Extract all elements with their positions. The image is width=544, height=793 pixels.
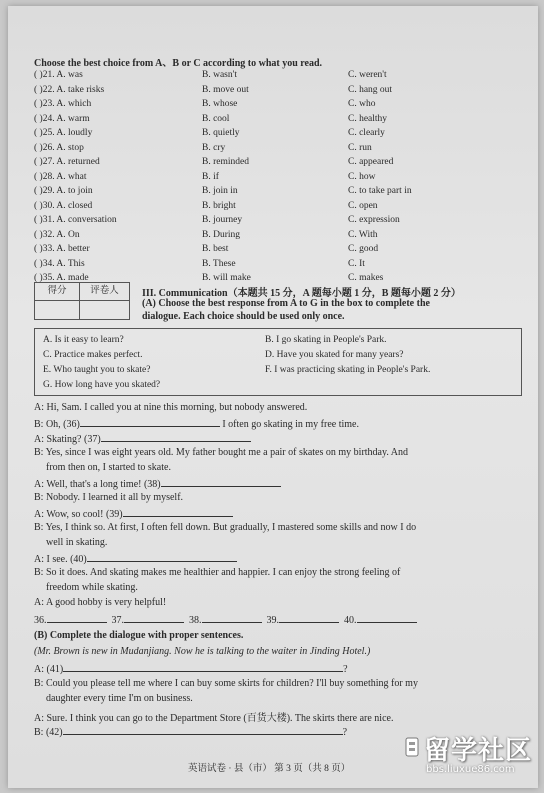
option-n[interactable]: ( )21. A. was: [34, 70, 83, 80]
answer-blank-41[interactable]: [63, 662, 343, 672]
option-b: B. join in: [202, 186, 238, 196]
choice-d: D. Have you skated for many years?: [265, 350, 404, 360]
option-b: B. cry: [202, 142, 226, 153]
choice-box: [34, 328, 522, 396]
dialogue-line: freedom while skating.: [46, 582, 138, 593]
dialogue-line: B: Yes, I think so. At first, I often fell down. But gradually, I mastered some skills and now I do: [34, 522, 417, 533]
part-b-title: (B) Complete the dialogue with proper sentences.: [34, 630, 244, 641]
choice-b: B. I go skating in People's Park.: [265, 335, 387, 345]
part-b-context: (Mr. Brown is new in Mudanjiang. Now he is talking to the waiter in Jinding Hotel.): [34, 646, 371, 657]
question-mark: ?: [342, 727, 348, 738]
answer-label-37: 37.: [111, 615, 124, 626]
dialogue-text: A: (41): [34, 664, 64, 675]
dialogue-line: [34, 432, 251, 445]
answer-blank-40[interactable]: [87, 552, 237, 562]
answer-blank-38[interactable]: [161, 477, 281, 487]
dialogue-line: daughter every time I'm on business.: [46, 693, 193, 704]
option-c: C. open: [348, 200, 378, 211]
option-b: B. if: [202, 171, 219, 182]
answer-field-37[interactable]: [124, 613, 184, 623]
option-n[interactable]: ( )24. A. warm: [34, 113, 90, 124]
part-a-instruction-1: (A) Choose the best response from A to G in the box to complete the: [142, 298, 430, 309]
dialogue-line: [34, 477, 281, 490]
option-b: B. bright: [202, 200, 236, 211]
option-n[interactable]: ( )35. A. made: [34, 273, 89, 283]
watermark-logo-icon: [404, 736, 420, 758]
cloze-instruction: Choose the best choice from A、B or C according to what you read.: [34, 58, 323, 69]
dialogue-speaker-text: B: Oh, (36): [34, 419, 80, 430]
answer-field-39[interactable]: [279, 613, 339, 623]
option-n[interactable]: ( )29. A. to join: [34, 186, 93, 196]
option-b: B. will make: [202, 273, 251, 283]
dialogue-line: B: Nobody. I learned it all by myself.: [34, 492, 184, 503]
dialogue-line: well in skating.: [46, 537, 108, 548]
option-c: C. to take part in: [348, 186, 412, 196]
dialogue-line: [34, 725, 347, 738]
score-box: [34, 282, 130, 320]
option-c: C. expression: [348, 215, 400, 225]
choice-e: E. Who taught you to skate?: [43, 365, 151, 375]
option-c: C. good: [348, 244, 379, 254]
dialogue-text: A: Wow, so cool! (39): [34, 509, 123, 520]
answer-field-36[interactable]: [47, 613, 107, 623]
answer-blank-39[interactable]: [123, 507, 233, 517]
option-b: B. quietly: [202, 128, 240, 138]
option-n[interactable]: ( )28. A. what: [34, 171, 87, 182]
part-a-instruction-2: dialogue. Each choice should be used only once.: [142, 311, 345, 322]
dialogue-text: A: I see. (40): [34, 554, 87, 565]
dialogue-text: A: Well, that's a long time! (38): [34, 479, 161, 490]
option-c: C. makes: [348, 273, 384, 283]
option-c: C. appeared: [348, 157, 394, 167]
option-c: C. how: [348, 171, 376, 182]
option-c: C. With: [348, 229, 378, 240]
section-title: III. Communication（本题共 15 分，A 题每小题 1 分，B 题每小题 2 分）: [142, 288, 461, 299]
dialogue-line: A: Sure. I think you can go to the Department Store (百货大楼). The skirts there are nice.: [34, 713, 394, 724]
option-b: B. reminded: [202, 157, 249, 167]
dialogue-text: B: (42): [34, 727, 63, 738]
answer-field-38[interactable]: [202, 613, 262, 623]
option-n[interactable]: ( )27. A. returned: [34, 157, 100, 167]
watermark-url: bbs.liuxue86.com: [426, 764, 515, 775]
answer-line: [34, 613, 417, 626]
option-b: B. journey: [202, 215, 243, 225]
choice-a: A. Is it easy to learn?: [43, 335, 124, 345]
question-mark: ?: [343, 664, 348, 675]
answer-blank-36[interactable]: [80, 417, 220, 427]
dialogue-line: [34, 507, 233, 520]
answer-label-40: 40.: [344, 615, 357, 626]
option-b: B. cool: [202, 113, 230, 124]
option-n[interactable]: ( )22. A. take risks: [34, 84, 105, 95]
score-label: 得分: [35, 283, 80, 301]
dialogue-line: [34, 552, 237, 565]
option-c: C. hang out: [348, 84, 393, 95]
option-b: B. whose: [202, 99, 238, 109]
option-n[interactable]: ( )34. A. This: [34, 258, 85, 269]
answer-blank-37[interactable]: [101, 432, 251, 442]
option-c: C. healthy: [348, 113, 388, 124]
dialogue-line: B: Yes, since I was eight years old. My father bought me a pair of skates on my birthday. And: [34, 447, 409, 458]
option-n[interactable]: ( )30. A. closed: [34, 200, 93, 211]
dialogue-text: I often go skating in my free time.: [222, 419, 359, 430]
option-n[interactable]: ( )31. A. conversation: [34, 215, 117, 225]
option-n[interactable]: ( )23. A. which: [34, 99, 92, 109]
answer-label-38: 38.: [189, 615, 202, 626]
dialogue-line: [34, 662, 348, 675]
score-box-divider: [79, 300, 80, 319]
option-b: B. move out: [202, 84, 249, 95]
page-footer: 英语试卷 · 县（市） 第 3 页（共 8 页）: [188, 764, 351, 774]
answer-field-40[interactable]: [357, 613, 417, 623]
option-n[interactable]: ( )33. A. better: [34, 244, 90, 254]
answer-blank-42[interactable]: [63, 725, 343, 735]
dialogue-line: B: Could you please tell me where I can buy some skirts for children? I'll buy something for my: [34, 678, 418, 689]
choice-f: F. I was practicing skating in People's Park.: [265, 365, 431, 375]
dialogue-line: A: Hi, Sam. I called you at nine this morning, but nobody answered.: [34, 402, 308, 413]
dialogue-line: B: So it does. And skating makes me healthier and happier. I can enjoy the strong feeling of: [34, 567, 401, 578]
dialogue-text: A: Skating? (37): [34, 434, 101, 445]
option-c: C. run: [348, 142, 372, 153]
option-c: C. It: [348, 258, 365, 269]
answer-label-39: 39.: [266, 615, 279, 626]
answer-label-36: 36.: [34, 615, 47, 626]
dialogue-line: from then on, I started to skate.: [46, 462, 171, 473]
dialogue-line: [34, 417, 359, 430]
exam-page: [8, 6, 538, 788]
option-n[interactable]: ( )25. A. loudly: [34, 128, 93, 138]
option-n[interactable]: ( )26. A. stop: [34, 142, 84, 153]
watermark-text: 留学社区: [424, 736, 533, 766]
option-b: B. These: [202, 258, 236, 269]
option-c: C. weren't: [348, 70, 387, 80]
grader-label: 评卷人: [80, 283, 129, 301]
watermark: [404, 730, 534, 782]
option-n[interactable]: ( )32. A. On: [34, 229, 80, 240]
option-c: C. clearly: [348, 128, 385, 138]
choice-c: C. Practice makes perfect.: [43, 350, 143, 360]
option-b: B. best: [202, 244, 229, 254]
option-c: C. who: [348, 99, 376, 109]
option-b: B. wasn't: [202, 70, 237, 80]
choice-g: G. How long have you skated?: [43, 380, 161, 390]
dialogue-line: A: A good hobby is very helpful!: [34, 597, 167, 608]
option-b: B. During: [202, 229, 240, 240]
